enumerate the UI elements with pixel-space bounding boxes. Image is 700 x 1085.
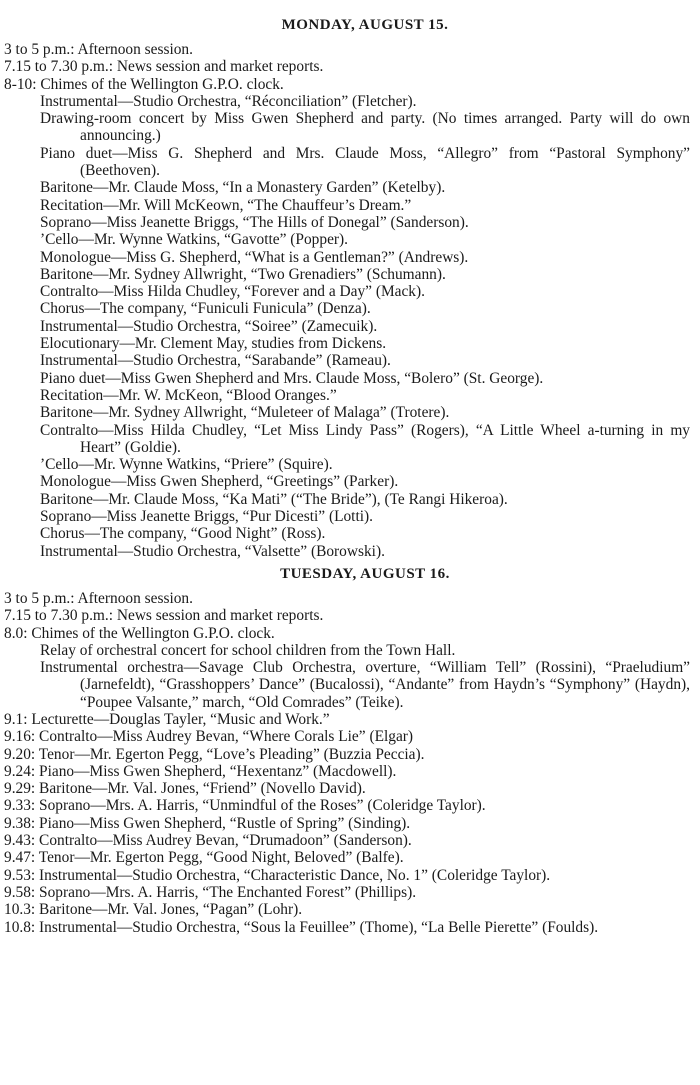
tuesday-entry: 9.20: Tenor—Mr. Egerton Pegg, “Love’s Pleading” (Buzzia Peccia). [4, 745, 425, 763]
tuesday-entry: 9.16: Contralto—Miss Audrey Bevan, “Where Corals Lie” (Elgar) [4, 728, 414, 746]
tuesday-entry: 9.58: Soprano—Mrs. A. Harris, “The Enchanted Forest” (Phillips). [4, 883, 417, 901]
tuesday-entry: Instrumental orchestra—Savage Club Orchestra, overture, “William Tell” (Rossini), “Praeludium” (Jarnefeldt), “Grasshoppers’ Dance” (Bucalossi), “Andante” from Haydn’s “Symphony” (Haydn), “Poupee Valsante,” march, “Old Comrades” (Teike). [40, 659, 690, 711]
monday-entry: Monologue—Miss Gwen Shepherd, “Greetings” (Parker). [40, 473, 399, 491]
monday-entry: Instrumental—Studio Orchestra, “Soiree” (Zamecuik). [40, 317, 378, 335]
tuesday-entry: 9.33: Soprano—Mrs. A. Harris, “Unmindful of the Roses” (Coleridge Taylor). [4, 797, 486, 815]
tuesday-programme [0, 590, 700, 936]
tuesday-entry: 9.38: Piano—Miss Gwen Shepherd, “Rustle of Spring” (Sinding). [4, 814, 411, 832]
monday-entry: Chorus—The company, “Funiculi Funicula” (Denza). [40, 300, 371, 318]
tuesday-entry: 3 to 5 p.m.: Afternoon session. [4, 589, 193, 607]
monday-entry: Instrumental—Studio Orchestra, “Valsette” (Borowski). [40, 542, 385, 560]
monday-entry: Soprano—Miss Jeanette Briggs, “Pur Dicesti” (Lotti). [40, 508, 373, 526]
monday-entry: Contralto—Miss Hilda Chudley, “Let Miss Lindy Pass” (Rogers), “A Little Wheel a-turning in my Heart” (Goldie). [40, 421, 690, 456]
monday-entry: ’Cello—Mr. Wynne Watkins, “Gavotte” (Popper). [40, 231, 349, 249]
tuesday-entry: 8.0: Chimes of the Wellington G.P.O. clock. [4, 624, 275, 642]
monday-entry: Contralto—Miss Hilda Chudley, “Forever and a Day” (Mack). [40, 283, 425, 301]
monday-entry: Elocutionary—Mr. Clement May, studies from Dickens. [40, 335, 387, 353]
tuesday-entry: 10.8: Instrumental—Studio Orchestra, “Sous la Feuillee” (Thome), “La Belle Pierette” (Foulds). [4, 918, 599, 936]
monday-entry: Piano duet—Miss G. Shepherd and Mrs. Claude Moss, “Allegro” from “Pastoral Symphony” (Beethoven). [40, 144, 690, 180]
monday-entry: Recitation—Mr. W. McKeon, “Blood Oranges.” [40, 386, 337, 404]
monday-heading: MONDAY, AUGUST 15. [281, 17, 449, 33]
monday-entry: Instrumental—Studio Orchestra, “Sarabande” (Rameau). [40, 352, 391, 370]
tuesday-entry: Relay of orchestral concert for school children from the Town Hall. [40, 641, 456, 659]
tuesday-heading: TUESDAY, AUGUST 16. [280, 565, 450, 582]
tuesday-entry: 9.24: Piano—Miss Gwen Shepherd, “Hexentanz” (Macdowell). [4, 762, 397, 780]
monday-entry: 7.15 to 7.30 p.m.: News session and market reports. [4, 58, 324, 76]
monday-entry: Monologue—Miss G. Shepherd, “What is a Gentleman?” (Andrews). [40, 248, 469, 266]
tuesday-entry: 9.53: Instrumental—Studio Orchestra, “Characteristic Dance, No. 1” (Coleridge Taylor). [4, 866, 551, 884]
tuesday-entry: 10.3: Baritone—Mr. Val. Jones, “Pagan” (Lohr). [4, 901, 303, 919]
tuesday-entry: 7.15 to 7.30 p.m.: News session and market reports. [4, 607, 324, 625]
monday-entry: Piano duet—Miss Gwen Shepherd and Mrs. Claude Moss, “Bolero” (St. George). [40, 369, 544, 387]
monday-entry: 3 to 5 p.m.: Afternoon session. [4, 41, 193, 58]
monday-entry: Recitation—Mr. Will McKeown, “The Chauffeur’s Dream.” [40, 196, 412, 214]
tuesday-entry: 9.29: Baritone—Mr. Val. Jones, “Friend” (Novello David). [4, 780, 366, 798]
monday-entry: Soprano—Miss Jeanette Briggs, “The Hills of Donegal” (Sanderson). [40, 213, 469, 231]
monday-entry: Baritone—Mr. Sydney Allwright, “Two Grenadiers” (Schumann). [40, 265, 446, 283]
monday-entry: ’Cello—Mr. Wynne Watkins, “Priere” (Squire). [40, 456, 333, 474]
monday-entry: Baritone—Mr. Sydney Allwright, “Muleteer of Malaga” (Trotere). [40, 404, 450, 422]
monday-entry: 8-10: Chimes of the Wellington G.P.O. clock. [4, 75, 284, 93]
tuesday-entry: 9.47: Tenor—Mr. Egerton Pegg, “Good Night, Beloved” (Balfe). [4, 849, 404, 867]
monday-entry: Instrumental—Studio Orchestra, “Réconciliation” (Fletcher). [40, 92, 417, 110]
monday-entry: Chorus—The company, “Good Night” (Ross). [40, 525, 326, 543]
monday-programme [0, 41, 700, 560]
monday-entry: Baritone—Mr. Claude Moss, “Ka Mati” (“The Bride”), (Te Rangi Hikeroa). [40, 490, 508, 508]
tuesday-entry: 9.1: Lecturette—Douglas Tayler, “Music and Work.” [4, 710, 330, 728]
monday-entry: Baritone—Mr. Claude Moss, “In a Monastery Garden” (Ketelby). [40, 179, 446, 197]
tuesday-entry: 9.43: Contralto—Miss Audrey Bevan, “Drumadoon” (Sanderson). [4, 832, 412, 850]
monday-entry: Drawing-room concert by Miss Gwen Shepherd and party. (No times arranged. Party will do own announcing.) [40, 110, 690, 145]
